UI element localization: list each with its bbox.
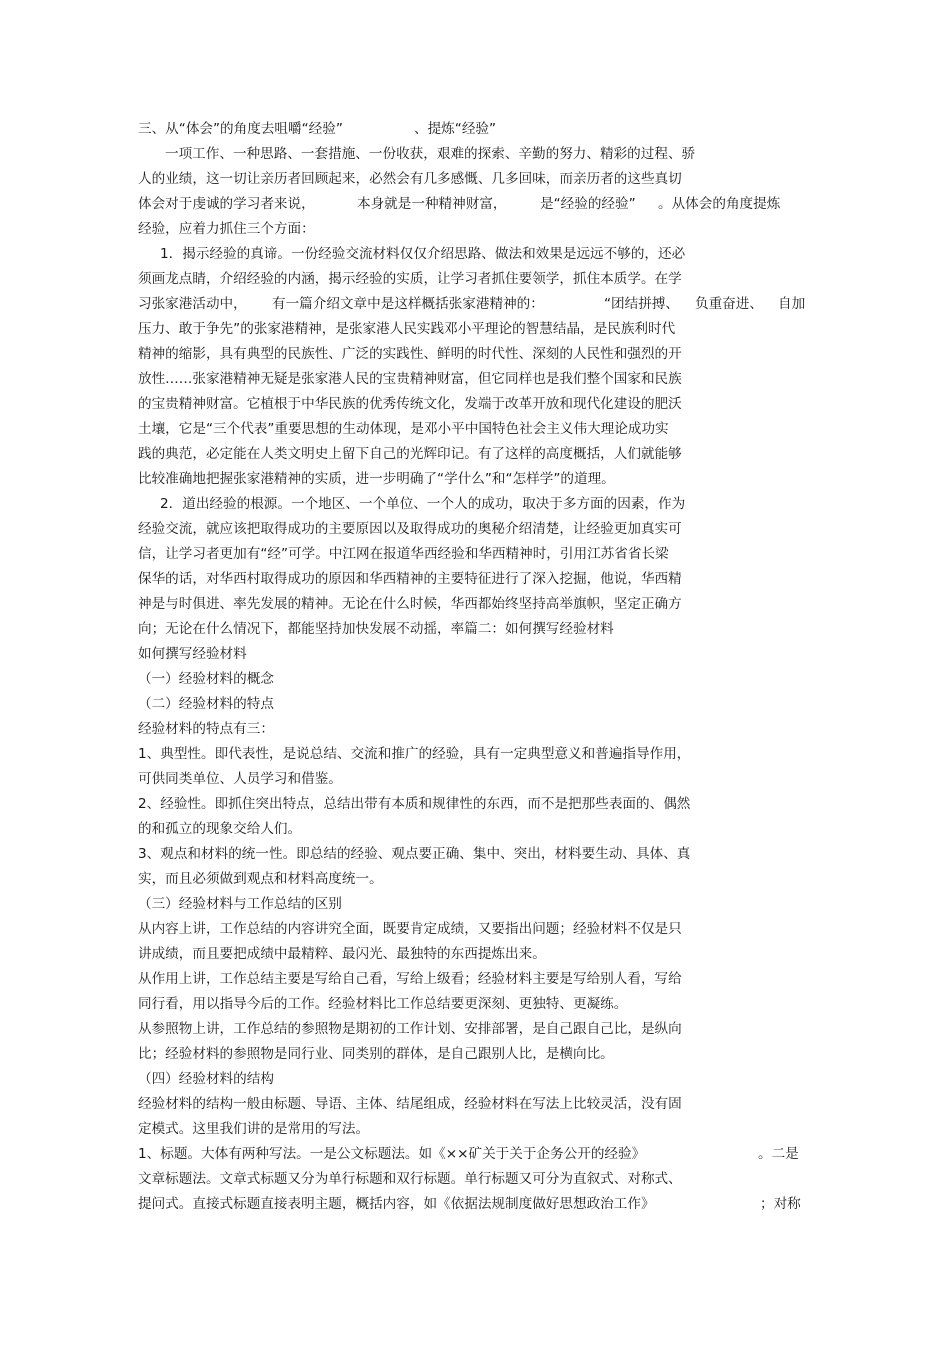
text-segment: 定模式。这里我们讲的是常用的写法。 xyxy=(138,1121,370,1137)
text-segment: 文章标题法。文章式标题又分为单行标题和双行标题。单行标题又可分为直叙式、对称式、 xyxy=(138,1171,682,1187)
text-line xyxy=(0,1067,950,1091)
text-line xyxy=(0,617,950,641)
text-segment: 经验材料的特点有三： xyxy=(138,721,274,737)
text-segment: 信，让学习者更加有“经”可学。中江网在报道华西经验和华西精神时，引用江苏省省长梁 xyxy=(138,546,669,562)
text-segment: 2．道出经验的根源。一个地区、一个单位、一个人的成功，取决于多方面的因素，作为 xyxy=(160,496,686,512)
text-segment: 经验交流，就应该把取得成功的主要原因以及取得成功的奥秘介绍清楚，让经验更加真实可 xyxy=(138,521,682,537)
text-segment: （二）经验材料的特点 xyxy=(138,696,274,712)
text-segment: 人的业绩，这一切让亲历者回顾起来，必然会有几多感慨、几多回味，而亲历者的这些真切 xyxy=(138,171,682,187)
text-segment: （四）经验材料的结构 xyxy=(138,1071,274,1087)
text-segment: 须画龙点睛，介绍经验的内涵，揭示经验的实质，让学习者抓住要领学，抓住本质学。在学 xyxy=(138,271,682,287)
text-segment: 从内容上讲，工作总结的内容讲究全面，既要肯定成绩，又要指出问题；经验材料不仅是只 xyxy=(138,921,682,937)
text-segment: 体会对于虔诚的学习者来说， xyxy=(138,196,315,212)
text-segment: 。从体会的角度提炼 xyxy=(658,196,781,212)
text-segment: 同行看，用以指导今后的工作。经验材料比工作总结要更深刻、更独特、更凝练。 xyxy=(138,996,628,1012)
text-line xyxy=(0,117,950,141)
text-line xyxy=(0,292,950,316)
text-segment: 从参照物上讲，工作总结的参照物是期初的工作计划、安排部署，是自己跟自己比，是纵向 xyxy=(138,1021,682,1037)
text-line xyxy=(0,917,950,941)
text-segment: 可供同类单位、人员学习和借鉴。 xyxy=(138,771,342,787)
text-segment: 经验材料的结构一般由标题、导语、主体、结尾组成，经验材料在写法上比较灵活，没有固 xyxy=(138,1096,682,1112)
text-line xyxy=(0,842,950,866)
text-line xyxy=(0,367,950,391)
text-line xyxy=(0,592,950,616)
text-segment: 有一篇介绍文章中是这样概括张家港精神的： xyxy=(272,296,544,312)
text-segment: 本身就是一种精神财富， xyxy=(357,196,507,212)
text-segment: 精神的缩影，具有典型的民族性、广泛的实践性、鲜明的时代性、深刻的人民性和强烈的开 xyxy=(138,346,682,362)
text-line xyxy=(0,1142,950,1166)
text-segment: 神是与时俱进、率先发展的精神。无论在什么时候，华西都始终坚持高举旗帜，坚定正确方 xyxy=(138,596,682,612)
text-segment: 从作用上讲，工作总结主要是写给自己看，写给上级看；经验材料主要是写给别人看，写给 xyxy=(138,971,682,987)
text-segment: 践的典范，必定能在人类文明史上留下自己的光辉印记。有了这样的高度概括，人们就能够 xyxy=(138,446,682,462)
text-line xyxy=(0,767,950,791)
text-line xyxy=(0,1042,950,1066)
text-line xyxy=(0,692,950,716)
text-segment: （三）经验材料与工作总结的区别 xyxy=(138,896,342,912)
text-segment: 放性……张家港精神无疑是张家港人民的宝贵精神财富，但它同样也是我们整个国家和民族 xyxy=(138,371,682,387)
text-line xyxy=(0,1192,950,1216)
text-line xyxy=(0,442,950,466)
text-segment: 3、观点和材料的统一性。即总结的经验、观点要正确、集中、突出，材料要生动、具体、真 xyxy=(138,846,691,862)
text-segment: 如何撰写经验材料 xyxy=(138,646,247,662)
text-line xyxy=(0,217,950,241)
text-segment: 自加 xyxy=(778,296,806,312)
text-segment: 习张家港活动中， xyxy=(138,296,247,312)
text-segment: 压力、敢于争先”的张家港精神，是张家港人民实践邓小平理论的智慧结晶，是民族利时代 xyxy=(138,321,676,337)
text-segment: 的和孤立的现象交给人们。 xyxy=(138,821,302,837)
text-line xyxy=(0,717,950,741)
text-line xyxy=(0,342,950,366)
text-segment: 、提炼“经验” xyxy=(414,121,497,137)
text-line xyxy=(0,1167,950,1191)
text-segment: 比较准确地把握张家港精神的实质，进一步明确了“学什么”和“怎样学”的道理。 xyxy=(138,471,615,487)
text-line xyxy=(0,317,950,341)
text-segment: ；对称 xyxy=(760,1196,801,1212)
text-line xyxy=(0,642,950,666)
text-segment: 1、典型性。即代表性，是说总结、交流和推广的经验，具有一定典型意义和普遍指导作用， xyxy=(138,746,691,762)
text-segment: 负重奋进、 xyxy=(695,296,763,312)
text-segment: 提问式。直接式标题直接表明主题，概括内容，如《依据法规制度做好思想政治工作》 xyxy=(138,1196,655,1212)
text-segment: 经验，应着力抓住三个方面： xyxy=(138,221,315,237)
text-segment: 三、从“体会”的角度去咀嚼“经验” xyxy=(138,121,343,137)
text-line xyxy=(0,417,950,441)
text-line xyxy=(0,1017,950,1041)
text-segment: 2、经验性。即抓住突出特点，总结出带有本质和规律性的东西，而不是把那些表面的、偶然 xyxy=(138,796,691,812)
text-line xyxy=(0,942,950,966)
text-line xyxy=(0,242,950,266)
text-line xyxy=(0,167,950,191)
text-line xyxy=(0,542,950,566)
text-line xyxy=(0,817,950,841)
text-segment: “团结拼搏、 xyxy=(604,296,680,312)
text-segment: （一）经验材料的概念 xyxy=(138,671,274,687)
text-segment: 是“经验的经验” xyxy=(540,196,636,212)
text-line xyxy=(0,192,950,216)
text-line xyxy=(0,742,950,766)
text-line xyxy=(0,1117,950,1141)
text-segment: 的宝贵精神财富。它植根于中华民族的优秀传统文化，发端于改革开放和现代化建设的肥沃 xyxy=(138,396,682,412)
text-line xyxy=(0,142,950,166)
text-line xyxy=(0,467,950,491)
text-line xyxy=(0,1092,950,1116)
text-line xyxy=(0,792,950,816)
text-segment: 1、标题。大体有两种写法。一是公文标题法。如《××矿关于关于企务公开的经验》 xyxy=(138,1146,646,1162)
text-segment: 实，而且必须做到观点和材料高度统一。 xyxy=(138,871,383,887)
text-segment: 。二是 xyxy=(758,1146,799,1162)
text-segment: 1．揭示经验的真谛。一份经验交流材料仅仅介绍思路、做法和效果是远远不够的，还必 xyxy=(160,246,686,262)
text-line xyxy=(0,567,950,591)
text-line xyxy=(0,517,950,541)
text-segment: 讲成绩，而且要把成绩中最精粹、最闪光、最独特的东西提炼出来。 xyxy=(138,946,546,962)
text-segment: 向；无论在什么情况下，都能坚持加快发展不动摇，率篇二：如何撰写经验材料 xyxy=(138,621,614,637)
text-segment: 土壤，它是“三个代表”重要思想的生动体现，是邓小平中国特色社会主义伟大理论成功实 xyxy=(138,421,669,437)
text-line xyxy=(0,492,950,516)
text-line xyxy=(0,992,950,1016)
text-line xyxy=(0,667,950,691)
text-line xyxy=(0,267,950,291)
text-line xyxy=(0,892,950,916)
text-segment: 比；经验材料的参照物是同行业、同类别的群体，是自己跟别人比，是横向比。 xyxy=(138,1046,614,1062)
text-line xyxy=(0,867,950,891)
text-line xyxy=(0,392,950,416)
text-segment: 保华的话，对华西村取得成功的原因和华西精神的主要特征进行了深入挖掘，他说，华西精 xyxy=(138,571,682,587)
text-line xyxy=(0,967,950,991)
text-segment: 一项工作、一种思路、一套措施、一份收获，艰难的探索、辛勤的努力、精彩的过程、骄 xyxy=(165,146,696,162)
